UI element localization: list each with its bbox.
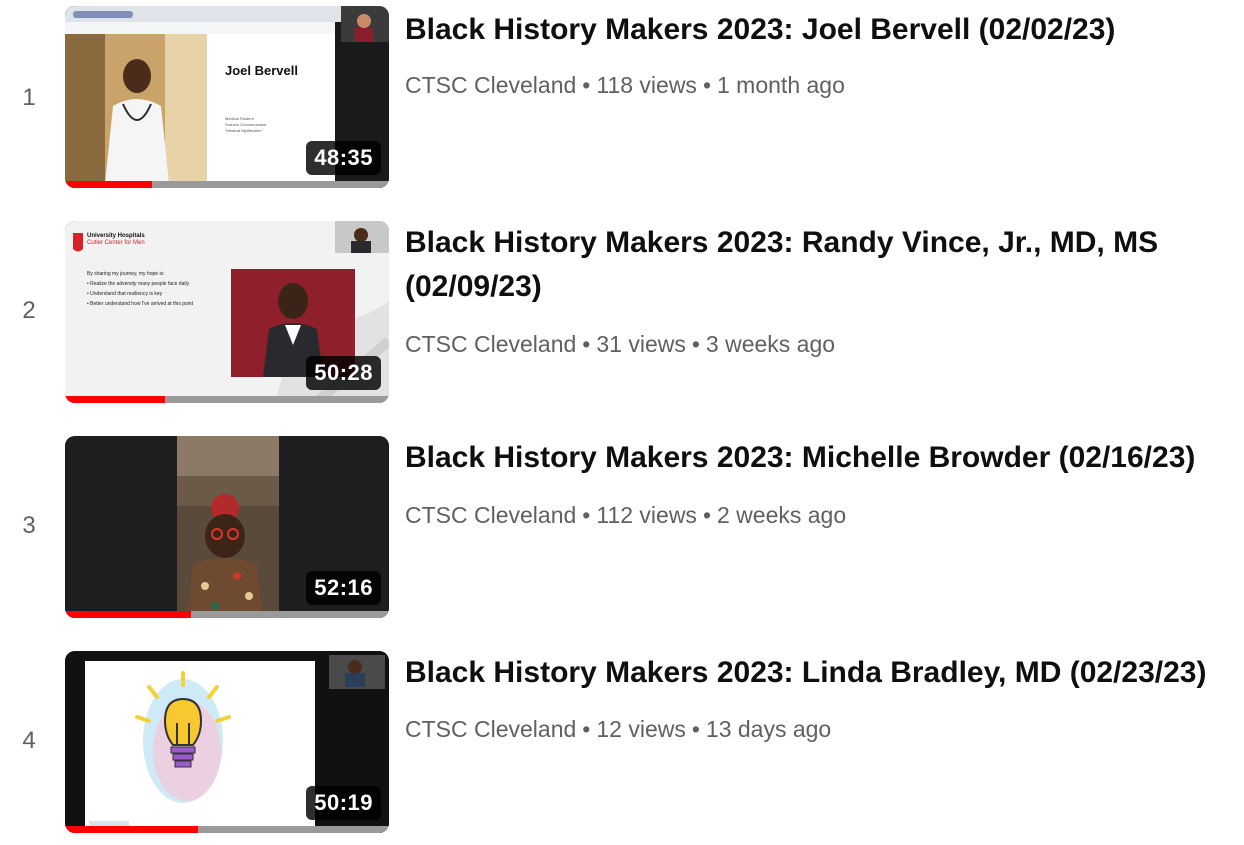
- watch-progress-track: [65, 826, 389, 833]
- video-thumbnail[interactable]: [65, 221, 389, 403]
- upload-age: 2 weeks ago: [717, 502, 847, 528]
- org-name: University Hospitals: [87, 233, 145, 239]
- video-index: 2: [22, 297, 36, 324]
- video-meta: [405, 500, 846, 530]
- separator-dot: •: [582, 72, 591, 98]
- slide-bullet: • Understand that resiliency is key: [87, 291, 163, 297]
- channel-name[interactable]: CTSC Cleveland: [405, 72, 577, 98]
- watch-progress-fill: [65, 826, 198, 833]
- channel-name[interactable]: CTSC Cleveland: [405, 716, 577, 742]
- video-meta: [405, 714, 831, 744]
- video-thumbnail[interactable]: [65, 436, 389, 618]
- watch-progress-track: [65, 396, 389, 403]
- separator-dot: •: [691, 331, 700, 357]
- slide-body: [87, 271, 217, 308]
- slide-bullet: • Realize the adversity many people face daily: [87, 281, 190, 287]
- separator-dot: •: [582, 331, 591, 357]
- video-thumbnail[interactable]: [65, 651, 389, 833]
- separator-dot: •: [582, 716, 591, 742]
- video-row-1[interactable]: [0, 0, 1244, 200]
- video-thumbnail[interactable]: [65, 6, 389, 188]
- slide-subtitle: [225, 116, 266, 134]
- view-count: 31 views: [596, 331, 686, 357]
- separator-dot: •: [702, 72, 711, 98]
- separator-dot: •: [582, 502, 591, 528]
- video-row-4[interactable]: [0, 645, 1244, 845]
- upload-age: 1 month ago: [717, 72, 845, 98]
- view-count: 118 views: [596, 72, 697, 98]
- video-index: 1: [22, 84, 36, 111]
- channel-name[interactable]: CTSC Cleveland: [405, 331, 577, 357]
- video-index: 4: [22, 727, 36, 754]
- video-row-3[interactable]: [0, 430, 1244, 630]
- duration-badge: 52:16: [306, 571, 381, 605]
- watch-progress-track: [65, 181, 389, 188]
- slide-header: [87, 233, 145, 247]
- slide-line: "Medical Mythbuster": [225, 128, 263, 133]
- separator-dot: •: [691, 716, 700, 742]
- duration-badge: 50:28: [306, 356, 381, 390]
- slide-name: Joel Bervell: [225, 63, 298, 78]
- video-title[interactable]: Black History Makers 2023: Joel Bervell (02/02/23): [405, 13, 1116, 46]
- video-title[interactable]: Black History Makers 2023: Randy Vince, Jr., MD, MS (02/09/23): [405, 226, 1159, 303]
- slide-line: Science Communicator: [225, 122, 267, 127]
- separator-dot: •: [702, 502, 711, 528]
- view-count: 12 views: [596, 716, 686, 742]
- slide-line: Medical Student: [225, 116, 254, 121]
- video-row-2[interactable]: [0, 215, 1244, 415]
- watch-progress-track: [65, 611, 389, 618]
- duration-badge: 50:19: [306, 786, 381, 820]
- video-title[interactable]: Black History Makers 2023: Michelle Browder (02/16/23): [405, 441, 1196, 474]
- slide-bullet: • Better understand how I've arrived at this point: [87, 301, 194, 307]
- video-meta: [405, 70, 845, 100]
- channel-name[interactable]: CTSC Cleveland: [405, 502, 577, 528]
- upload-age: 3 weeks ago: [705, 331, 836, 357]
- duration-badge: 48:35: [306, 141, 381, 175]
- video-title[interactable]: Black History Makers 2023: Linda Bradley, MD (02/23/23): [405, 656, 1207, 689]
- video-index: 3: [22, 512, 36, 539]
- video-meta: [405, 329, 835, 359]
- org-subname: Cutler Center for Men: [87, 240, 145, 246]
- watch-progress-fill: [65, 181, 152, 188]
- watch-progress-fill: [65, 396, 165, 403]
- slide-intro: By sharing my journey, my hope is:: [87, 271, 165, 277]
- watch-progress-fill: [65, 611, 191, 618]
- upload-age: 13 days ago: [705, 716, 832, 742]
- view-count: 112 views: [596, 502, 697, 528]
